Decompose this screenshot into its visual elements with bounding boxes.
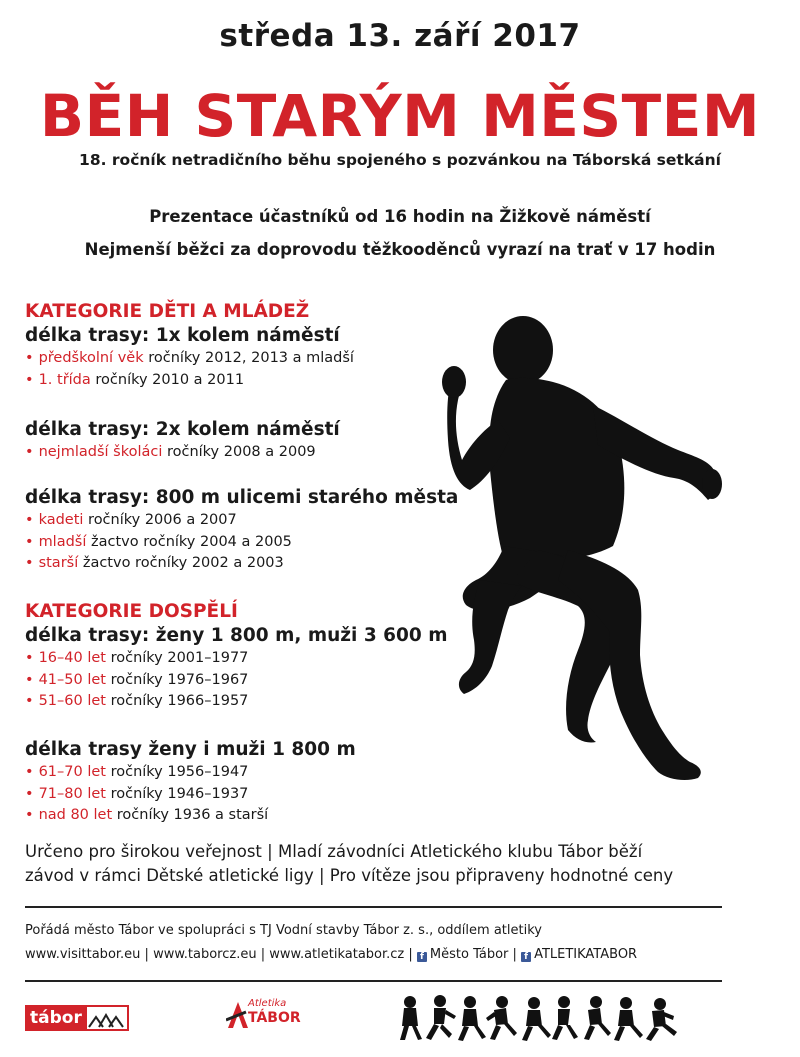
facebook-icon: f [521, 952, 531, 962]
list-item: • nad 80 let ročníky 1936 a starší [25, 807, 269, 823]
list-item: • starší žactvo ročníky 2002 a 2003 [25, 555, 284, 571]
adults-heading: KATEGORIE DOSPĚLÍ [25, 601, 238, 622]
category-list [25, 648, 447, 713]
category-list [25, 762, 356, 827]
link-atletikatabor[interactable]: www.atletikatabor.cz [269, 947, 405, 962]
kid-figure [614, 997, 643, 1041]
list-item: • 16–40 let ročníky 2001–1977 [25, 650, 249, 666]
atletika-label: Atletika [248, 998, 287, 1009]
route-length: délka trasy ženy i muži 1 800 m [25, 739, 356, 760]
kids-heading: KATEGORIE DĚTI A MLÁDEŽ [25, 301, 310, 322]
kids-group-2 [25, 418, 340, 464]
route-length: délka trasy: ženy 1 800 m, muži 3 600 m [25, 625, 448, 646]
event-subtitle: 18. ročník netradičního běhu spojeného s pozvánkou na Táborská setkání [79, 151, 721, 169]
tabor-logo-mark [87, 1005, 129, 1031]
link-fb-atletikatabor[interactable]: ATLETIKATABOR [534, 947, 638, 962]
list-item: • kadeti ročníky 2006 a 2007 [25, 512, 237, 528]
runner-torso [489, 378, 624, 562]
info-line: závod v rámci Dětské atletické ligy | Pro vítěze jsou připraveny hodnotné ceny [25, 866, 674, 885]
list-item: • 1. třída ročníky 2010 a 2011 [25, 371, 245, 388]
kid-figure [426, 995, 456, 1040]
separator: | [508, 947, 522, 962]
runner-head [493, 316, 553, 384]
footer-links [25, 947, 637, 962]
running-kids-illustration [398, 994, 688, 1044]
divider [25, 980, 722, 982]
category-list [25, 442, 340, 464]
kid-figure [400, 996, 422, 1040]
route-length: délka trasy: 800 m ulicemi starého města [25, 487, 459, 508]
roofs-icon [87, 1007, 127, 1029]
list-item: • mladší žactvo ročníky 2004 a 2005 [25, 533, 292, 550]
list-item: • 61–70 let ročníky 1956–1947 [25, 764, 249, 780]
adult-categories [25, 600, 447, 713]
link-fb-mesto-tabor[interactable]: Město Tábor [429, 947, 509, 962]
general-info [25, 840, 785, 888]
kids-group-3 [25, 486, 458, 575]
kid-figure [646, 998, 677, 1041]
kid-figure [584, 996, 611, 1040]
route-length: délka trasy: 1x kolem náměstí [25, 325, 340, 346]
tabor-logo-text: tábor [25, 1005, 87, 1031]
category-list [25, 510, 458, 575]
list-item: • 51–60 let ročníky 1966–1957 [25, 693, 249, 709]
list-item: • 41–50 let ročníky 1976–1967 [25, 671, 249, 688]
category-list [25, 348, 354, 391]
list-item: • 71–80 let ročníky 1946–1937 [25, 785, 249, 802]
facebook-icon: f [417, 952, 427, 962]
tabor-city-logo [25, 1005, 129, 1031]
atletika-tabor-label: TÁBOR [248, 1010, 301, 1026]
separator: | [140, 947, 154, 962]
youngest-runners-info: Nejmenší běžci za doprovodu těžkooděnců vyrazí na trať v 17 hodin [84, 240, 716, 259]
presentation-info: Prezentace účastníků od 16 hodin na Žižkově náměstí [149, 207, 651, 226]
event-date: středa 13. září 2017 [219, 18, 581, 54]
info-line: Určeno pro širokou veřejnost | Mladí závodníci Atletického klubu Tábor běží [25, 842, 643, 861]
adult-group-2 [25, 738, 356, 827]
kids-categories [25, 300, 354, 391]
list-item: • předškolní věk ročníky 2012, 2013 a mladší [25, 350, 354, 366]
kid-figure [458, 996, 486, 1041]
divider [25, 906, 722, 908]
runner-rear-fist [442, 366, 466, 398]
separator: | [404, 947, 417, 962]
runner-silhouette [418, 310, 728, 800]
route-length: délka trasy: 2x kolem náměstí [25, 419, 340, 440]
separator: | [256, 947, 270, 962]
organizer-text: Pořádá město Tábor ve spolupráci s TJ Vodní stavby Tábor z. s., oddílem atletiky [25, 923, 542, 938]
event-title: BĚH STARÝM MĚSTEM [39, 82, 761, 150]
list-item: • nejmladší školáci ročníky 2008 a 2009 [25, 444, 316, 460]
kid-figure [522, 997, 551, 1041]
kid-figure [552, 996, 578, 1040]
runner-front-fist [702, 469, 722, 499]
link-visittabor[interactable]: www.visittabor.eu [25, 947, 141, 962]
atletika-a-icon [226, 998, 250, 1030]
link-taborcz[interactable]: www.taborcz.eu [153, 947, 257, 962]
kid-figure [486, 996, 517, 1040]
